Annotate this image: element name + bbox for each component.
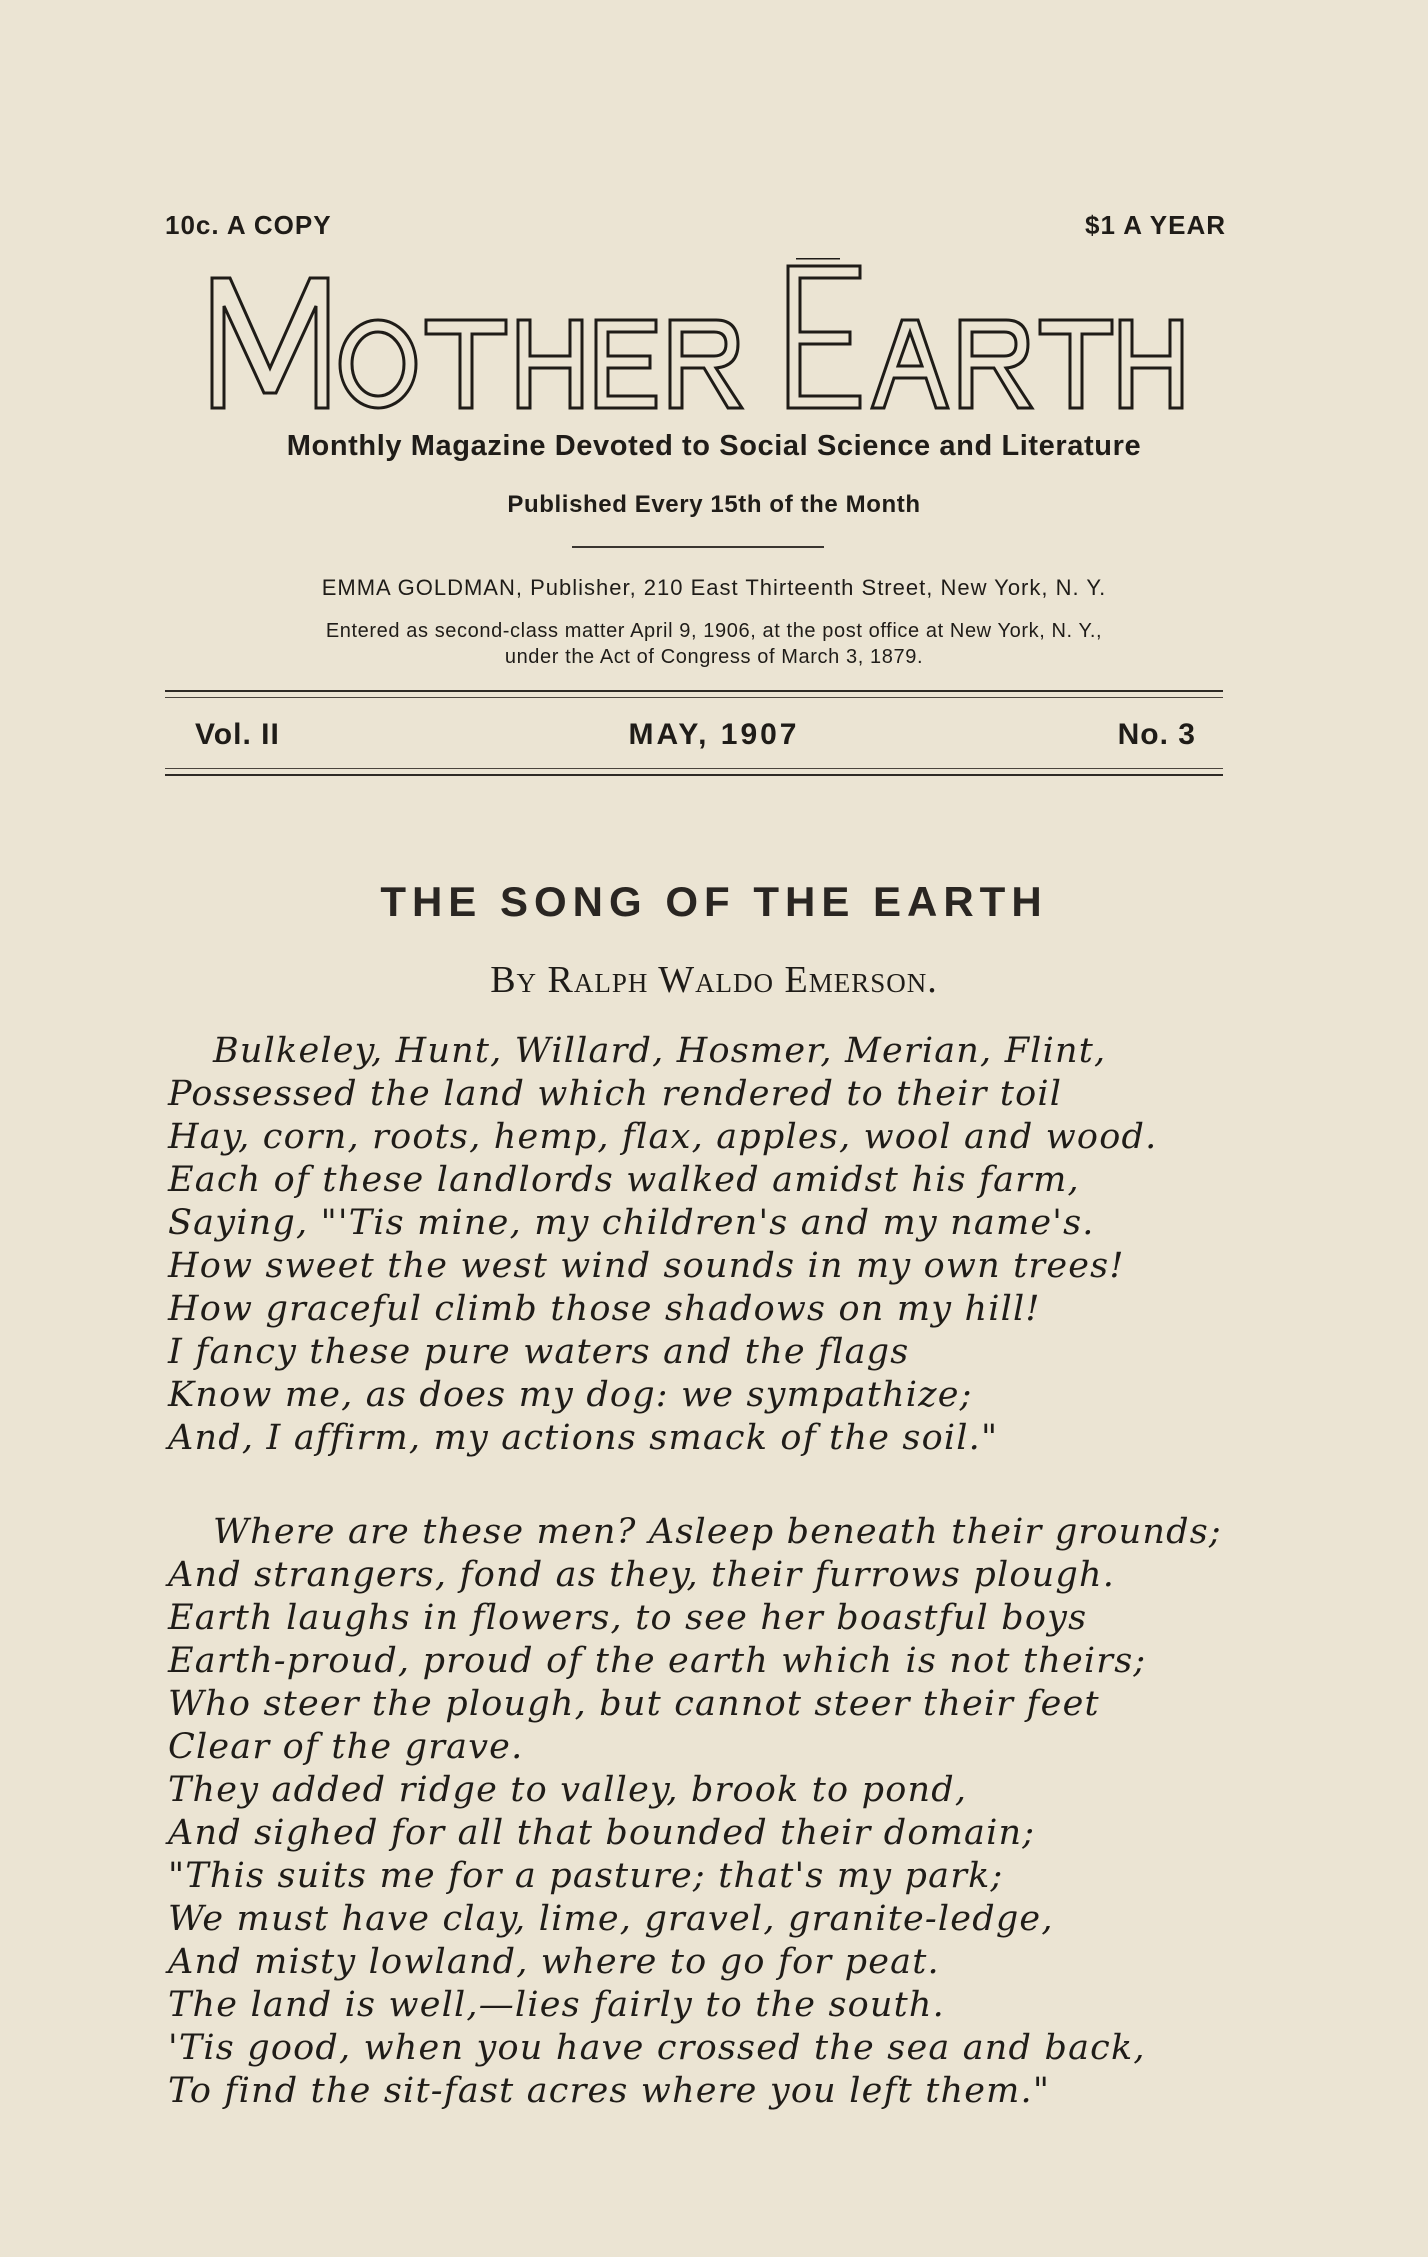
poem-line: And sighed for all that bounded their domain;: [168, 1813, 1036, 1853]
price-per-copy: 10c. A COPY: [165, 210, 332, 240]
poem-line: I fancy these pure waters and the flags: [168, 1332, 910, 1372]
divider: [572, 546, 824, 548]
poem-line: Each of these landlords walked amidst his farm,: [168, 1160, 1080, 1200]
poem-line: Earth laughs in flowers, to see her boastful boys: [168, 1598, 1088, 1638]
stanza-1: [168, 1030, 1157, 1460]
volume-label: Vol. II: [195, 718, 280, 751]
issue-number: No. 3: [1117, 718, 1196, 751]
poem-line: They added ridge to valley, brook to pond,: [168, 1770, 968, 1810]
poem-line: We must have clay, lime, gravel, granite-ledge,: [168, 1899, 1054, 1939]
postal-notice-line-2: under the Act of Congress of March 3, 1879.: [504, 646, 924, 668]
publisher-line: EMMA GOLDMAN, Publisher, 210 East Thirteenth Street, New York, N. Y.: [321, 575, 1107, 600]
poem-line: Who steer the plough, but cannot steer their feet: [168, 1684, 1100, 1724]
publication-schedule: Published Every 15th of the Month: [507, 491, 921, 518]
poem-byline: By Ralph Waldo Emerson.: [490, 959, 938, 1001]
masthead-logo: [200, 258, 1190, 418]
poem-line: To find the sit-fast acres where you left them.": [168, 2071, 1051, 2111]
poem-line: Earth-proud, proud of the earth which is not theirs;: [168, 1641, 1147, 1681]
postal-notice: [0, 618, 1428, 670]
poem-line: And misty lowland, where to go for peat.: [168, 1942, 940, 1982]
poem-line: Hay, corn, roots, hemp, flax, apples, wool and wood.: [168, 1117, 1158, 1157]
poem-line: The land is well,—lies fairly to the south.: [168, 1985, 945, 2025]
price-per-year: $1 A YEAR: [1085, 210, 1226, 240]
poem-line: How graceful climb those shadows on my hill!: [168, 1289, 1041, 1329]
poem-title: THE SONG OF THE EARTH: [380, 878, 1048, 925]
poem-line: Where are these men? Asleep beneath their grounds;: [213, 1512, 1222, 1552]
poem-line: Clear of the grave.: [168, 1727, 524, 1767]
poem-line: Possessed the land which rendered to their toil: [168, 1074, 1063, 1114]
poem-line: Saying, "'Tis mine, my children's and my name's.: [168, 1203, 1095, 1243]
double-rule-top: [165, 690, 1223, 703]
magazine-subtitle: Monthly Magazine Devoted to Social Science and Literature: [286, 430, 1142, 462]
postal-notice-line-1: Entered as second-class matter April 9, 1906, at the post office at New York, N. Y.,: [325, 620, 1103, 642]
poem-line: Bulkeley, Hunt, Willard, Hosmer, Merian, Flint,: [213, 1031, 1107, 1071]
poem-line: Know me, as does my dog: we sympathize;: [168, 1375, 973, 1415]
poem-line: "This suits me for a pasture; that's my park;: [168, 1856, 1004, 1896]
poem-line: And strangers, fond as they, their furrows plough.: [168, 1555, 1116, 1595]
stanza-2: [168, 1511, 1222, 2113]
double-rule-bottom: [165, 768, 1223, 781]
poem-line: And, I affirm, my actions smack of the soil.": [168, 1418, 999, 1458]
poem-line: 'Tis good, when you have crossed the sea and back,: [168, 2028, 1146, 2068]
issue-date: MAY, 1907: [628, 718, 800, 751]
poem-line: How sweet the west wind sounds in my own trees!: [168, 1246, 1125, 1286]
